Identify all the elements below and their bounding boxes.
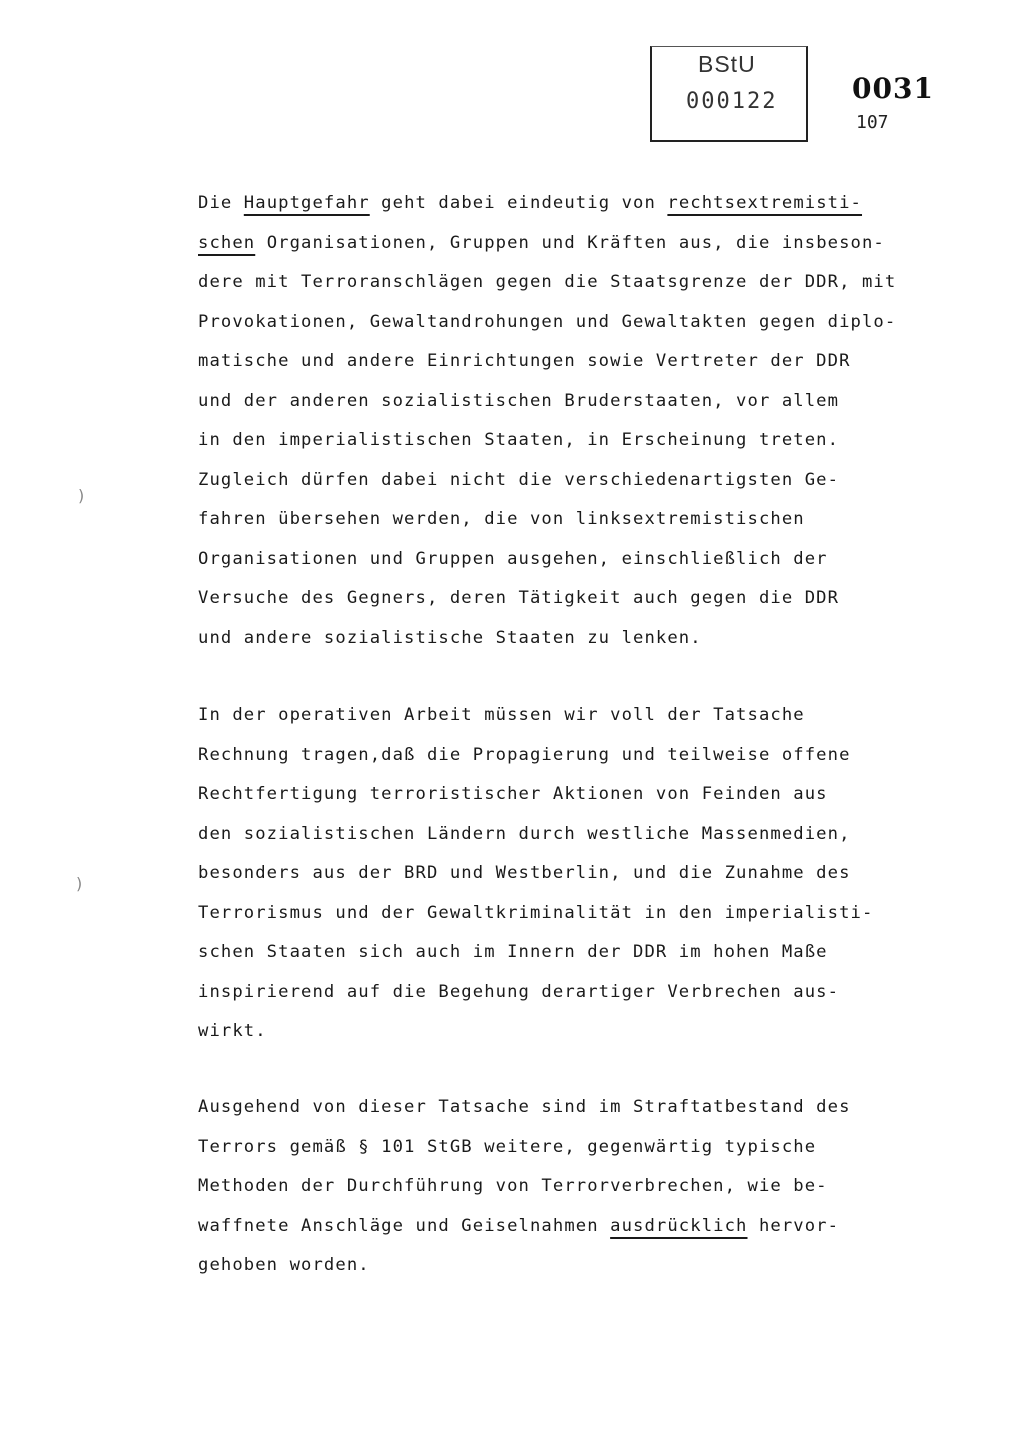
page-number: 107	[856, 112, 889, 133]
text-line	[198, 1246, 958, 1286]
text-segment: hervor-	[747, 1215, 840, 1236]
text-segment: waffnete Anschläge und Geiselnahmen	[198, 1215, 611, 1236]
text-segment: In der operativen Arbeit müssen wir voll der Tatsache	[198, 705, 805, 725]
text-line	[198, 815, 958, 855]
text-line	[198, 775, 958, 815]
text-segment: Rechtfertigung terroristischer Aktionen von Feinden aus	[198, 784, 828, 804]
text-line	[198, 894, 958, 934]
archive-number: 0031	[852, 72, 934, 105]
text-segment: fahren übersehen werden, die von linksextremistischen	[198, 509, 805, 529]
underlined-text: rechtsextremisti-	[667, 193, 863, 213]
text-line	[198, 540, 958, 580]
text-segment: gehoben worden.	[198, 1255, 370, 1275]
archive-stamp	[650, 46, 808, 142]
text-line	[198, 1012, 958, 1052]
text-segment: in den imperialistischen Staaten, in Erscheinung treten.	[198, 430, 840, 450]
text-segment: besonders aus der BRD und Westberlin, und die Zunahme des	[198, 863, 851, 883]
text-segment: geht dabei eindeutig von	[369, 193, 668, 213]
paragraph-1	[198, 184, 958, 658]
text-segment: Zugleich dürfen dabei nicht die verschiedenartigsten Ge-	[198, 469, 840, 490]
text-segment: Methoden der Durchführung von Terrorverbrechen, wie be-	[198, 1176, 828, 1196]
stamp-file-number: 000122	[686, 89, 778, 114]
text-line	[198, 500, 958, 540]
text-segment: Organisationen, Gruppen und Kräften aus, die insbeson-	[255, 232, 885, 253]
paragraph-3	[198, 1088, 958, 1286]
text-segment: und der anderen sozialistischen Bruderstaaten, vor allem	[198, 390, 840, 411]
text-line	[198, 1167, 958, 1207]
text-segment: Organisationen und Gruppen ausgehen, einschließlich der	[198, 548, 828, 569]
margin-mark: )	[76, 874, 83, 893]
text-segment: und andere sozialistische Staaten zu lenken.	[198, 627, 702, 648]
text-segment: den sozialistischen Ländern durch westliche Massenmedien,	[198, 823, 851, 844]
text-segment: Terrorismus und der Gewaltkriminalität in den imperialisti-	[198, 902, 874, 923]
text-segment: Ausgehend von dieser Tatsache sind im Straftatbestand des	[198, 1097, 851, 1117]
text-line	[198, 303, 958, 343]
underlined-text: Hauptgefahr	[243, 193, 370, 213]
text-segment: Rechnung tragen,daß die Propagierung und teilweise offene	[198, 744, 851, 765]
text-line	[198, 1088, 958, 1128]
underlined-text: schen	[198, 232, 256, 253]
margin-mark: )	[78, 486, 85, 505]
text-line	[198, 736, 958, 776]
text-segment: Terrors gemäß § 101 StGB weitere, gegenwärtig typische	[198, 1136, 817, 1157]
text-segment: wirkt.	[198, 1021, 267, 1041]
text-line	[198, 579, 958, 619]
text-line	[198, 1207, 958, 1247]
text-line	[198, 933, 958, 973]
text-line	[198, 382, 958, 422]
text-line	[198, 973, 958, 1013]
text-segment: inspirierend auf die Begehung derartiger Verbrechen aus-	[198, 981, 840, 1002]
text-line	[198, 224, 958, 264]
text-line	[198, 342, 958, 382]
text-segment: schen Staaten sich auch im Innern der DDR im hohen Maße	[198, 942, 828, 962]
text-line	[198, 619, 958, 659]
text-line	[198, 421, 958, 461]
text-segment: matische und andere Einrichtungen sowie Vertreter der DDR	[198, 351, 851, 371]
text-segment: dere mit Terroranschlägen gegen die Staatsgrenze der DDR, mit	[198, 272, 897, 292]
text-line	[198, 854, 958, 894]
text-segment: Versuche des Gegners, deren Tätigkeit auch gegen die DDR	[198, 588, 840, 608]
stamp-agency-label: BStU	[698, 51, 756, 77]
text-segment: Die	[198, 193, 244, 213]
text-segment: Provokationen, Gewaltandrohungen und Gewaltakten gegen diplo-	[198, 311, 897, 332]
text-line	[198, 696, 958, 736]
underlined-text: ausdrücklich	[610, 1215, 748, 1236]
paragraph-2	[198, 696, 958, 1052]
text-line	[198, 184, 958, 224]
text-line	[198, 461, 958, 501]
text-line	[198, 1128, 958, 1168]
text-line	[198, 263, 958, 303]
